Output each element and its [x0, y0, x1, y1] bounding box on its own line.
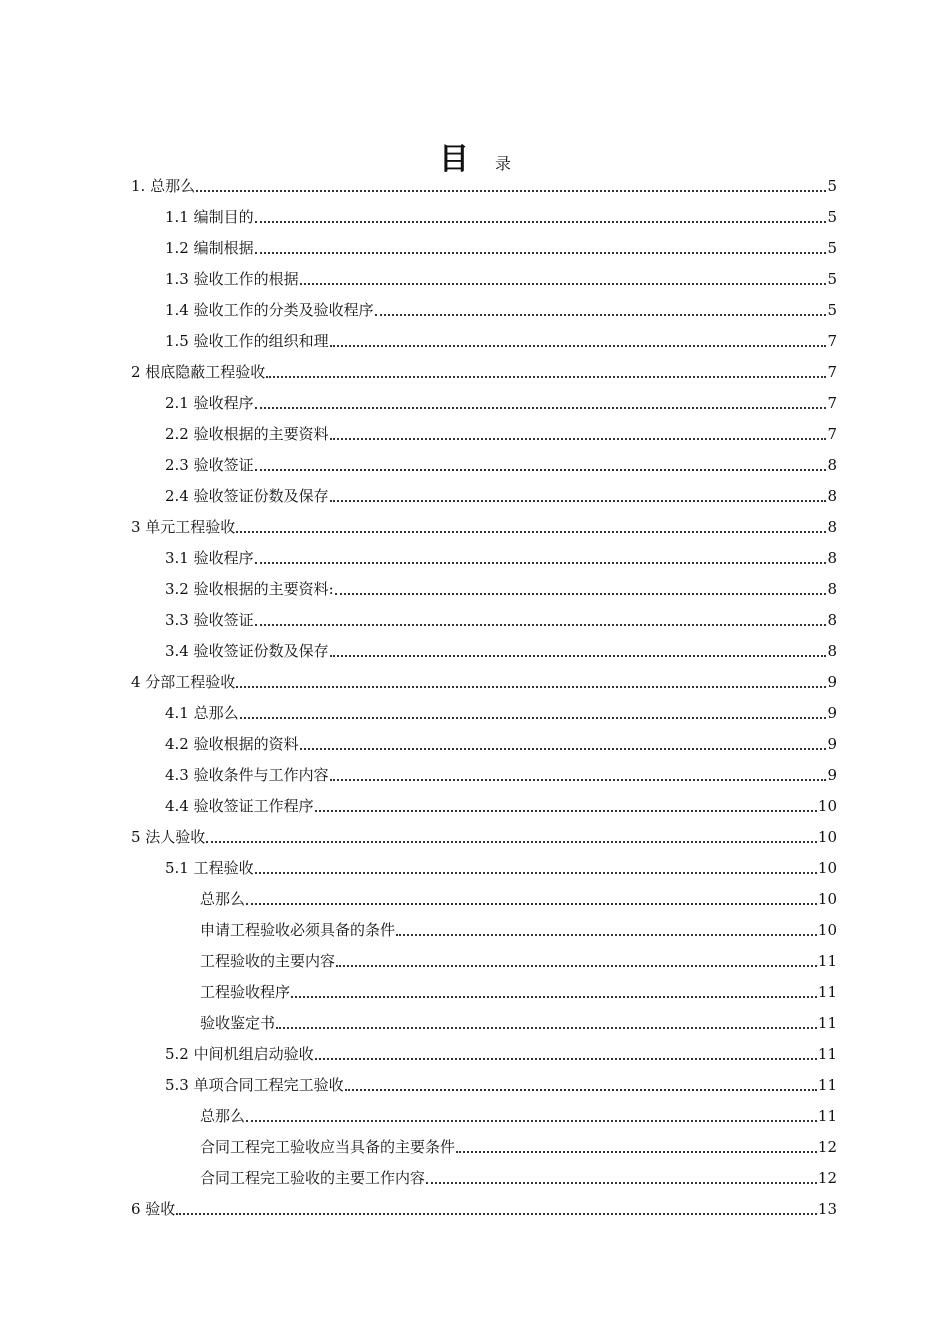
toc-entry-page-number: 8 [827, 487, 837, 505]
toc-entry-page-number: 12 [817, 1138, 837, 1156]
toc-dot-leader [255, 562, 827, 564]
toc-entry[interactable] [165, 606, 837, 630]
toc-entry-page-number: 7 [827, 425, 837, 443]
toc-entry-page-number: 10 [817, 921, 837, 939]
toc-entry-page-number: 8 [827, 549, 837, 567]
toc-entry[interactable] [165, 637, 837, 661]
toc-entry-page-number: 5 [827, 239, 837, 257]
toc-dot-leader [330, 655, 827, 657]
toc-entry-label: 2.2 验收根据的主要资料 [165, 425, 329, 443]
toc-dot-leader [246, 1120, 817, 1122]
toc-dot-leader [255, 221, 827, 223]
toc-dot-leader [236, 531, 826, 533]
toc-entry[interactable] [165, 699, 837, 723]
toc-entry-label: 3.3 验收签证 [165, 611, 254, 629]
toc-entry[interactable] [165, 1040, 837, 1064]
toc-dot-leader [255, 469, 827, 471]
toc-entry[interactable] [165, 761, 837, 785]
toc-entry-label: 4 分部工程验收 [131, 673, 236, 691]
toc-entry-label: 2.3 验收签证 [165, 456, 254, 474]
toc-entry-label: 总那么 [200, 890, 246, 908]
toc-dot-leader [330, 779, 827, 781]
toc-entry-label: 2.4 验收签证份数及保存 [165, 487, 329, 505]
toc-entry-label: 3.2 验收根据的主要资料: [165, 580, 334, 598]
toc-entry-page-number: 10 [817, 797, 837, 815]
toc-entry-page-number: 9 [827, 735, 837, 753]
toc-entry[interactable] [165, 389, 837, 413]
toc-entry[interactable] [165, 296, 837, 320]
toc-dot-leader [336, 965, 817, 967]
toc-entry-page-number: 5 [827, 301, 837, 319]
toc-dot-leader [396, 934, 817, 936]
toc-entry-label: 6 验收 [131, 1200, 176, 1218]
toc-entry[interactable] [200, 947, 837, 971]
toc-entry-page-number: 8 [827, 611, 837, 629]
toc-entry-label: 工程验收程序 [200, 983, 291, 1001]
toc-dot-leader [330, 345, 827, 347]
toc-entry-label: 2 根底隐蔽工程验收 [131, 363, 266, 381]
toc-entry-page-number: 12 [817, 1169, 837, 1187]
toc-entry-label: 3 单元工程验收 [131, 518, 236, 536]
toc-entry-page-number: 5 [827, 177, 837, 195]
toc-entry[interactable] [165, 482, 837, 506]
toc-dot-leader [240, 717, 827, 719]
toc-entry-label: 总那么 [200, 1107, 246, 1125]
toc-entry-page-number: 5 [827, 208, 837, 226]
toc-dot-leader [300, 283, 827, 285]
toc-entry-label: 4.4 验收签证工作程序 [165, 797, 314, 815]
toc-dot-leader [315, 810, 817, 812]
toc-entry-label: 申请工程验收必须具备的条件 [200, 921, 396, 939]
toc-dot-leader [255, 252, 827, 254]
toc-entry-label: 5.2 中间机组启动验收 [165, 1045, 314, 1063]
toc-dot-leader [276, 1027, 817, 1029]
toc-entry-label: 合同工程完工验收应当具备的主要条件 [200, 1138, 456, 1156]
toc-entry[interactable] [200, 1102, 837, 1126]
toc-entry[interactable] [131, 172, 837, 196]
toc-dot-leader [196, 190, 826, 192]
toc-entry-page-number: 7 [827, 332, 837, 350]
toc-entry-label: 验收鉴定书 [200, 1014, 276, 1032]
toc-entry-label: 合同工程完工验收的主要工作内容 [200, 1169, 426, 1187]
toc-entry-page-number: 11 [817, 1045, 837, 1063]
toc-entry-page-number: 10 [817, 828, 837, 846]
toc-entry-label: 1.1 编制目的 [165, 208, 254, 226]
toc-dot-leader [426, 1182, 817, 1184]
toc-dot-leader [335, 593, 827, 595]
toc-entry-label: 5.3 单项合同工程完工验收 [165, 1076, 344, 1094]
toc-title-main: 目 [438, 142, 469, 177]
toc-entry-page-number: 11 [817, 952, 837, 970]
toc-dot-leader [255, 872, 817, 874]
toc-entry[interactable] [131, 823, 837, 847]
toc-entry-page-number: 9 [827, 704, 837, 722]
toc-entry[interactable] [131, 513, 837, 537]
toc-entry-page-number: 11 [817, 1014, 837, 1032]
toc-dot-leader [315, 1058, 817, 1060]
toc-entry[interactable] [165, 854, 837, 878]
toc-entry-label: 4.1 总那么 [165, 704, 239, 722]
toc-entry-label: 3.4 验收签证份数及保存 [165, 642, 329, 660]
toc-entry-label: 4.3 验收条件与工作内容 [165, 766, 329, 784]
toc-entry-page-number: 10 [817, 890, 837, 908]
toc-entry[interactable] [200, 1164, 837, 1188]
toc-dot-leader [255, 624, 827, 626]
toc-entry-label: 5.1 工程验收 [165, 859, 254, 877]
toc-entry-label: 4.2 验收根据的资料 [165, 735, 299, 753]
toc-dot-leader [300, 748, 827, 750]
toc-entry-page-number: 9 [827, 766, 837, 784]
toc-entry[interactable] [200, 1133, 837, 1157]
toc-entry-page-number: 8 [827, 456, 837, 474]
toc-entry[interactable] [131, 358, 837, 382]
toc-entry[interactable] [165, 327, 837, 351]
toc-entry-page-number: 11 [817, 983, 837, 1001]
toc-entry[interactable] [165, 575, 837, 599]
toc-entry-page-number: 7 [827, 394, 837, 412]
toc-entry-page-number: 11 [817, 1107, 837, 1125]
toc-entry-page-number: 8 [827, 580, 837, 598]
toc-dot-leader [330, 438, 827, 440]
toc-entry-page-number: 8 [827, 642, 837, 660]
toc-entry[interactable] [200, 885, 837, 909]
toc-entry-label: 3.1 验收程序 [165, 549, 254, 567]
toc-entry-page-number: 9 [827, 673, 837, 691]
toc-entry[interactable] [165, 1071, 837, 1095]
toc-entry-page-number: 7 [827, 363, 837, 381]
toc-entry[interactable] [131, 1195, 837, 1219]
toc-entry-label: 1.4 验收工作的分类及验收程序 [165, 301, 374, 319]
toc-dot-leader [206, 841, 817, 843]
toc-entry-label: 5 法人验收 [131, 828, 206, 846]
toc-entry-page-number: 13 [817, 1200, 837, 1218]
toc-dot-leader [236, 686, 826, 688]
toc-entry-page-number: 5 [827, 270, 837, 288]
toc-dot-leader [375, 314, 827, 316]
toc-entry-label: 2.1 验收程序 [165, 394, 254, 412]
toc-entry-label: 1.3 验收工作的根据 [165, 270, 299, 288]
toc-entry[interactable] [165, 730, 837, 754]
toc-entry-label: 工程验收的主要内容 [200, 952, 336, 970]
toc-dot-leader [176, 1213, 817, 1215]
toc-entry[interactable] [165, 234, 837, 258]
toc-entry-label: 1.2 编制根据 [165, 239, 254, 257]
toc-entry-page-number: 10 [817, 859, 837, 877]
toc-entry[interactable] [165, 792, 837, 816]
toc-entry-label: 1. 总那么 [131, 177, 196, 195]
toc-dot-leader [266, 376, 826, 378]
toc-entry[interactable] [165, 451, 837, 475]
toc-dot-leader [246, 903, 817, 905]
toc-dot-leader [330, 500, 827, 502]
toc-dot-leader [345, 1089, 817, 1091]
toc-entry[interactable] [165, 544, 837, 568]
toc-entry[interactable] [131, 668, 837, 692]
toc-entry[interactable] [200, 978, 837, 1002]
toc-entry[interactable] [165, 265, 837, 289]
toc-entry[interactable] [165, 420, 837, 444]
toc-entry-page-number: 11 [817, 1076, 837, 1094]
toc-dot-leader [291, 996, 817, 998]
toc-dot-leader [456, 1151, 817, 1153]
toc-entry-label: 1.5 验收工作的组织和理 [165, 332, 329, 350]
toc-entry[interactable] [165, 203, 837, 227]
toc-entry-page-number: 8 [827, 518, 837, 536]
toc-dot-leader [255, 407, 827, 409]
toc-entry[interactable] [200, 916, 837, 940]
toc-title-sub: 录 [494, 154, 511, 173]
toc-entry[interactable] [200, 1009, 837, 1033]
